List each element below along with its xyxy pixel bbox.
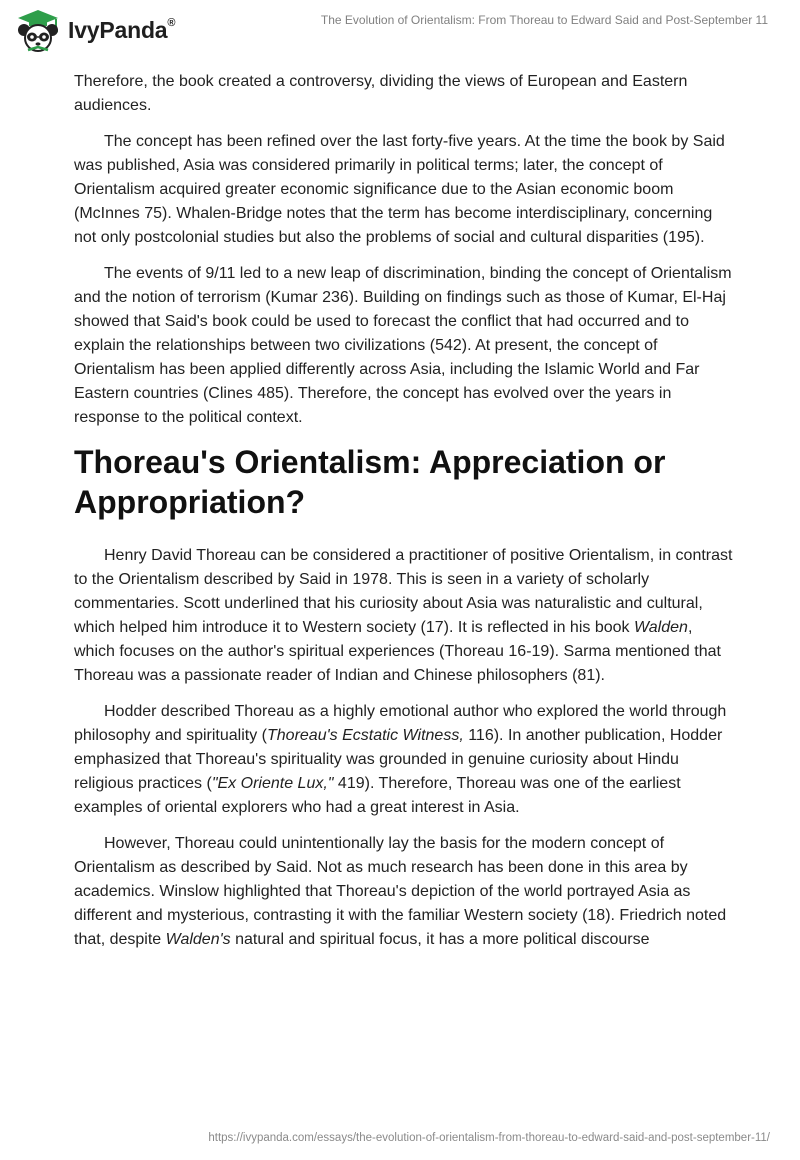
- ivypanda-logo[interactable]: [14, 8, 175, 52]
- paragraph-1: Therefore, the book created a controversy, dividing the views of European and Eastern audiences.: [74, 73, 688, 114]
- document-title: The Evolution of Orientalism: From Thoreau to Edward Said and Post-September 11: [320, 13, 768, 27]
- paragraph-3: The events of 9/11 led to a new leap of discrimination, binding the concept of Orientalism and the notion of terrorism (Kumar 236). Building on findings such as those of Kumar, El-Haj showed that Said's book could be used to forecast the conflict that had occurred and to explain the relationships between two civilizations (542). At present, the concept of Orientalism has been applied differently across Asia, including the Islamic World and Far Eastern countries (Clines 485). Therefore, the concept has evolved over the years in response to the political context.: [74, 265, 732, 426]
- logo-text: IvyPanda®: [68, 16, 176, 43]
- paragraph-2: The concept has been refined over the last forty-five years. At the time the book by Said was published, Asia was considered primarily in political terms; later, the concept of Orientalism acquired greater economic significance due to the Asian economic boom (McInnes 75). Whalen-Bridge notes that the term has become interdisciplinary, concerning not only postcolonial studies but also the problems of social and cultural disparities (195).: [74, 133, 725, 246]
- essay-body: [74, 70, 734, 964]
- paragraph-6: However, Thoreau could unintentionally lay the basis for the modern concept of Orientalism as described by Said. Not as much research has been done in this area by academics. Winslow highlighted that Thoreau's depiction of the world portrayed Asia as different and mysterious, contrasting it with the familiar Western society (18). Friedrich noted that, despite Walden's natural and spiritual focus, it has a more political discourse: [74, 835, 727, 948]
- paragraph-4: Henry David Thoreau can be considered a practitioner of positive Orientalism, in contrast to the Orientalism described by Said in 1978. This is seen in a variety of scholarly commentaries. Scott underlined that his curiosity about Asia was naturalistic and cultural, which helped him introduce it to Western society (17). It is reflected in his book Walden, which focuses on the author's spiritual experiences (Thoreau 16-19). Sarma mentioned that Thoreau was a passionate reader of Indian and Chinese philosophers (81).: [74, 547, 733, 684]
- source-url[interactable]: https://ivypanda.com/essays/the-evolution-of-orientalism-from-thoreau-to-edward-said-and-post-september-11/: [208, 1132, 770, 1144]
- page-header: [0, 0, 800, 60]
- panda-graduate-icon: [14, 8, 62, 52]
- section-heading: Thoreau's Orientalism: Appreciation or Appropriation?: [74, 444, 666, 520]
- paragraph-5: Hodder described Thoreau as a highly emotional author who explored the world through philosophy and spirituality (Thoreau's Ecstatic Witness, 116). In another publication, Hodder emphasized that Thoreau's spirituality was grounded in genuine curiosity about Hindu religious practices ("Ex Oriente Lux," 419). Therefore, Thoreau was one of the earliest examples of oriental explorers who had a great interest in Asia.: [74, 703, 727, 816]
